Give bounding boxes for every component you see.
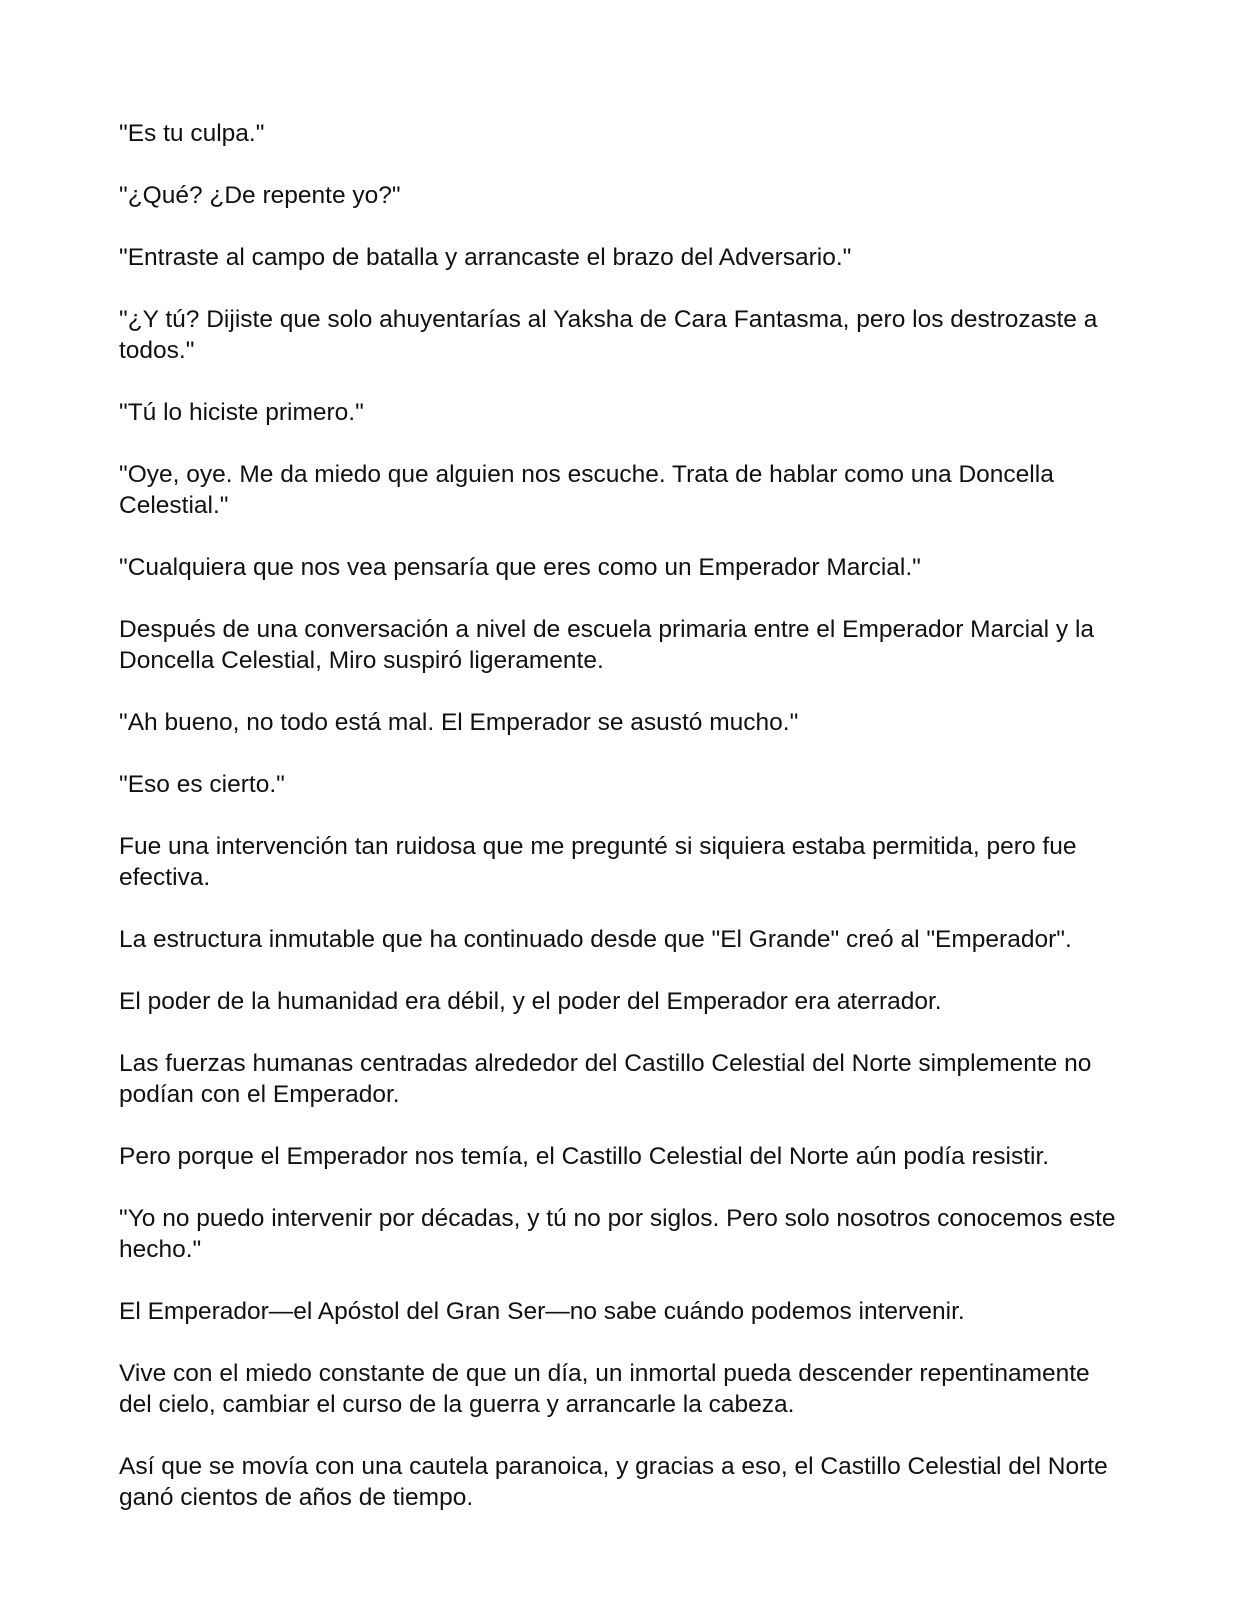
paragraph: "Entraste al campo de batalla y arrancaste el brazo del Adversario."	[119, 244, 852, 271]
paragraph: El Emperador—el Apóstol del Gran Ser—no sabe cuándo podemos intervenir.	[119, 1298, 965, 1325]
paragraph: La estructura inmutable que ha continuado desde que "El Grande" creó al "Emperador".	[119, 926, 1072, 953]
paragraph: Pero porque el Emperador nos temía, el Castillo Celestial del Norte aún podía resistir.	[119, 1143, 1050, 1170]
paragraph: "Ah bueno, no todo está mal. El Emperador se asustó mucho."	[119, 709, 799, 736]
paragraph: Las fuerzas humanas centradas alrededor del Castillo Celestial del Norte simplemente no podían con el Emperador.	[119, 1050, 1092, 1108]
paragraph: Después de una conversación a nivel de escuela primaria entre el Emperador Marcial y la Doncella Celestial, Miro suspiró ligeramente.	[119, 616, 1095, 674]
paragraph: El poder de la humanidad era débil, y el poder del Emperador era aterrador.	[119, 988, 942, 1015]
paragraph: "¿Y tú? Dijiste que solo ahuyentarías al Yaksha de Cara Fantasma, pero los destrozaste a todos."	[119, 306, 1098, 364]
document-body	[119, 118, 1119, 1544]
paragraph: Vive con el miedo constante de que un día, un inmortal pueda descender repentinamente del cielo, cambiar el curso de la guerra y arrancarle la cabeza.	[119, 1360, 1090, 1418]
paragraph: "¿Qué? ¿De repente yo?"	[119, 182, 401, 209]
paragraph: "Es tu culpa."	[119, 120, 265, 147]
paragraph: "Oye, oye. Me da miedo que alguien nos escuche. Trata de hablar como una Doncella Celestial."	[119, 461, 1054, 519]
paragraph: "Yo no puedo intervenir por décadas, y tú no por siglos. Pero solo nosotros conocemos este hecho."	[119, 1205, 1116, 1263]
paragraph: "Cualquiera que nos vea pensaría que eres como un Emperador Marcial."	[119, 554, 921, 581]
paragraph: "Eso es cierto."	[119, 771, 285, 798]
paragraph: Fue una intervención tan ruidosa que me pregunté si siquiera estaba permitida, pero fue efectiva.	[119, 833, 1077, 891]
paragraph: Así que se movía con una cautela paranoica, y gracias a eso, el Castillo Celestial del Norte ganó cientos de años de tiempo.	[119, 1453, 1108, 1511]
paragraph: "Tú lo hiciste primero."	[119, 399, 364, 426]
